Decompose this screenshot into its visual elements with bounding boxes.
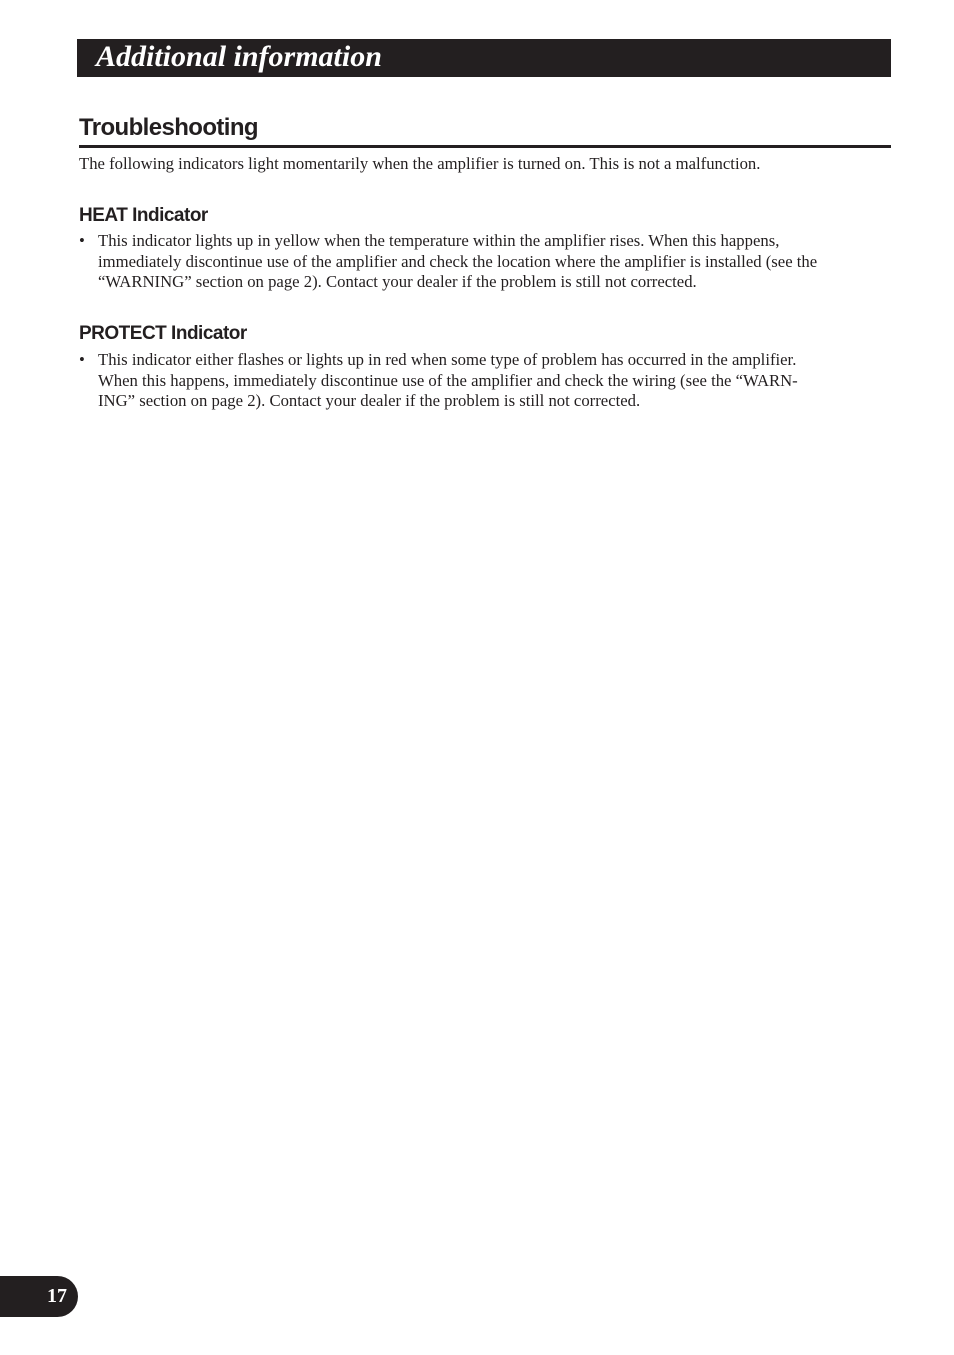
bullet-text-line: “WARNING” section on page 2). Contact your dealer if the problem is still not corrected. <box>98 272 697 291</box>
section-title: Troubleshooting <box>79 114 258 141</box>
protect-indicator-heading: PROTECT Indicator <box>79 323 247 344</box>
bullet-text-line: This indicator either flashes or lights up in red when some type of problem has occurred in the amplifier. <box>98 350 797 369</box>
section-header-bar <box>77 39 891 77</box>
section-divider <box>79 145 891 148</box>
page-number: 17 <box>47 1285 67 1307</box>
heat-indicator-bullet <box>79 231 891 293</box>
bullet-dot: • <box>79 231 85 250</box>
bullet-text-line: This indicator lights up in yellow when the temperature within the amplifier rises. When this happens, <box>98 231 780 250</box>
bullet-text-line: ING” section on page 2). Contact your dealer if the problem is still not corrected. <box>98 391 641 410</box>
intro-paragraph: The following indicators light momentarily when the amplifier is turned on. This is not a malfunction. <box>79 154 761 173</box>
protect-indicator-bullet <box>79 350 891 412</box>
bullet-text-line: When this happens, immediately discontinue use of the amplifier and check the wiring (see the “WARN- <box>98 370 798 390</box>
page-number-tab <box>0 1276 78 1317</box>
bullet-text-line: immediately discontinue use of the amplifier and check the location where the amplifier is installed (see the <box>98 251 818 271</box>
heat-indicator-heading: HEAT Indicator <box>79 205 208 226</box>
bullet-dot: • <box>79 350 85 369</box>
header-title: Additional information <box>96 40 382 73</box>
